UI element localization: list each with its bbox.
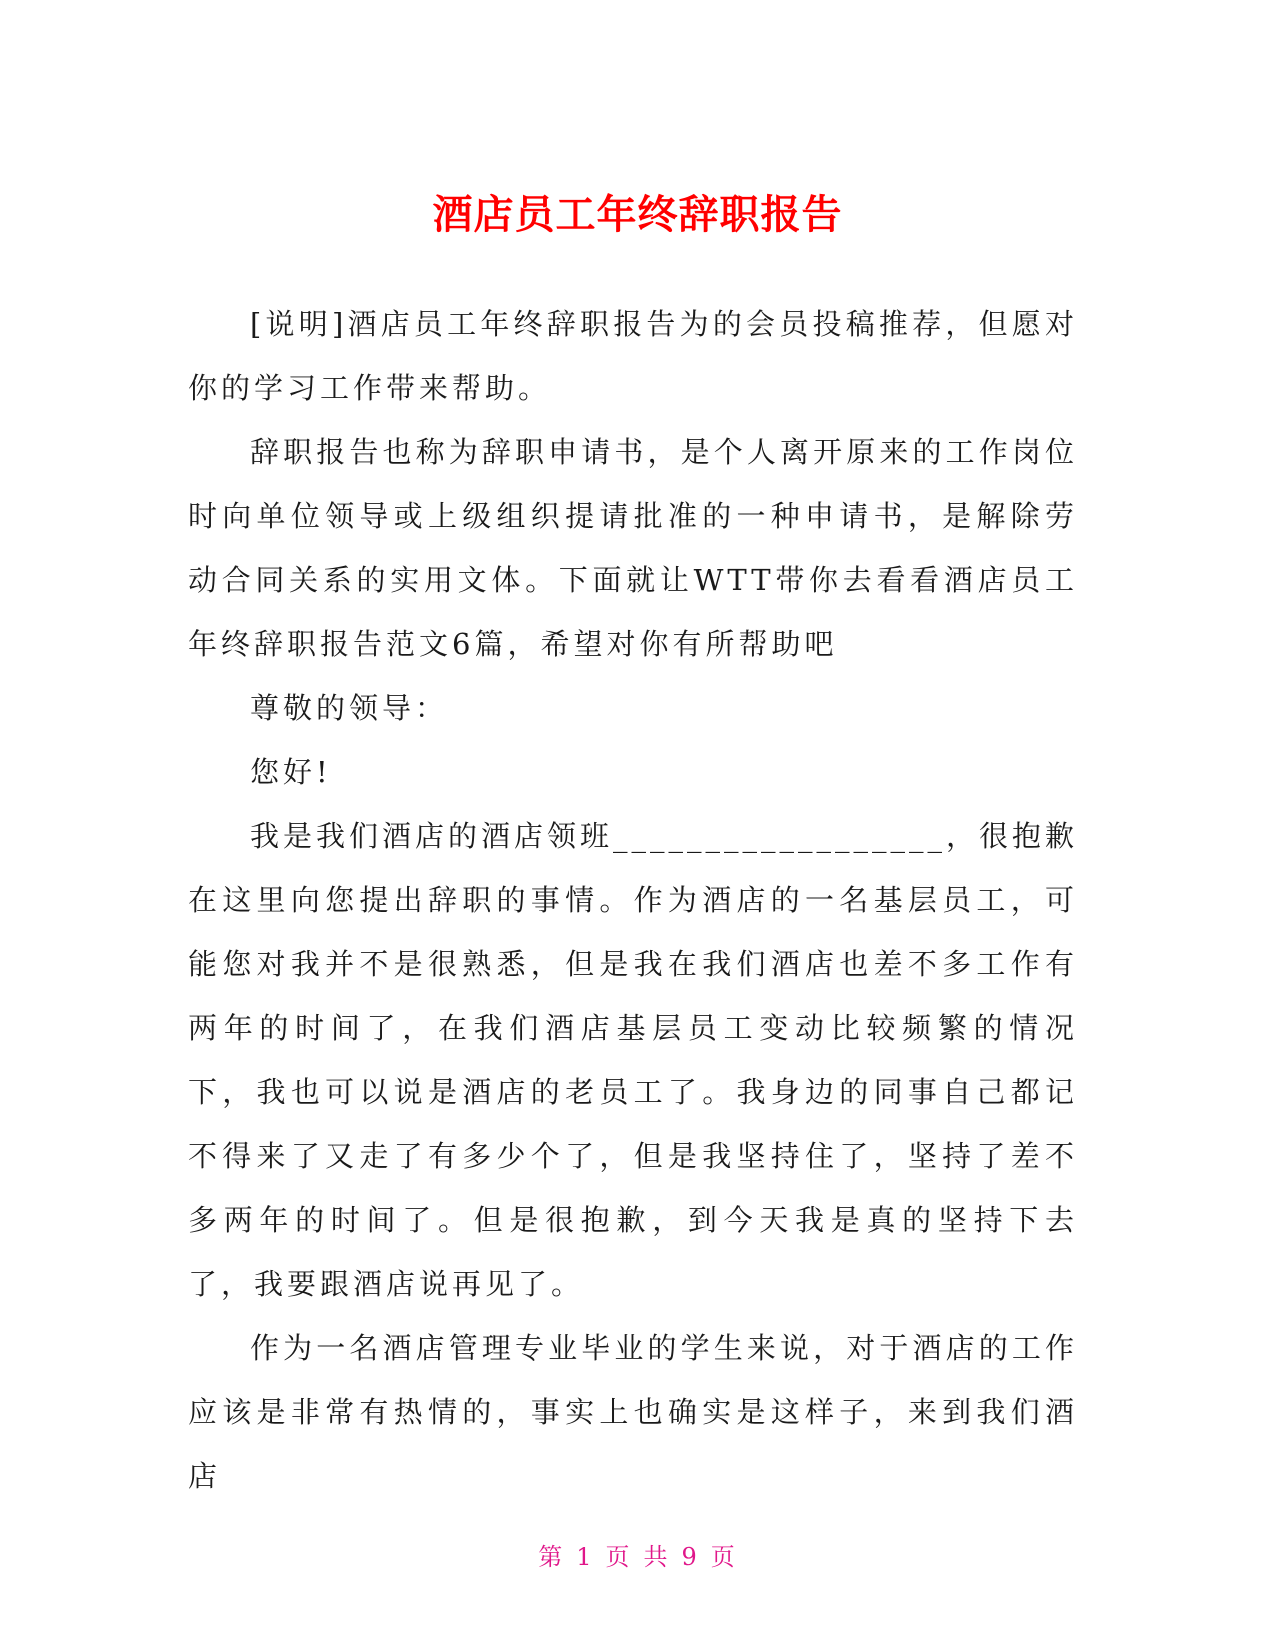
paragraph-salutation: 尊敬的领导：	[250, 691, 449, 725]
footer-current-page: 1	[576, 1543, 594, 1571]
page-footer	[0, 1537, 1275, 1572]
paragraph-greeting: 您好!	[250, 755, 332, 789]
paragraph-main: 我是我们酒店的酒店领班__________________，很抱歉在这里向您提出辞职的事情。作为酒店的一名基层员工，可能您对我并不是很熟悉，但是我在我们酒店也差不多工作有两年的时间了，在我们酒店基层员工变动比较频繁的情况下，我也可以说是酒店的老员工了。我身边的同事自己都记不得来了又走了有多少个了，但是我坚持住了，坚持了差不多两年的时间了。但是很抱歉，到今天我是真的坚持下去了，我要跟酒店说再见了。	[188, 819, 1079, 1301]
footer-suffix: 页	[710, 1543, 737, 1571]
paragraph-description: 辞职报告也称为辞职申请书，是个人离开原来的工作岗位时向单位领导或上级组织提请批准的一种申请书，是解除劳动合同关系的实用文体。下面就让WTT带你去看看酒店员工年终辞职报告范文6篇，希望对你有所帮助吧	[188, 435, 1078, 661]
paragraph-intro: [说明]酒店员工年终辞职报告为的会员投稿推荐，但愿对你的学习工作带来帮助。	[188, 307, 1078, 405]
footer-total-pages: 9	[681, 1543, 699, 1571]
footer-prefix: 第	[538, 1543, 565, 1571]
footer-mid: 页	[605, 1543, 632, 1571]
footer-total-prefix: 共	[643, 1543, 670, 1571]
document-title: 酒店员工年终辞职报告	[432, 191, 843, 238]
paragraph-continued: 作为一名酒店管理专业毕业的学生来说，对于酒店的工作应该是非常有热情的，事实上也确实是这样子，来到我们酒店	[188, 1331, 1078, 1493]
document-body	[188, 292, 1078, 1508]
